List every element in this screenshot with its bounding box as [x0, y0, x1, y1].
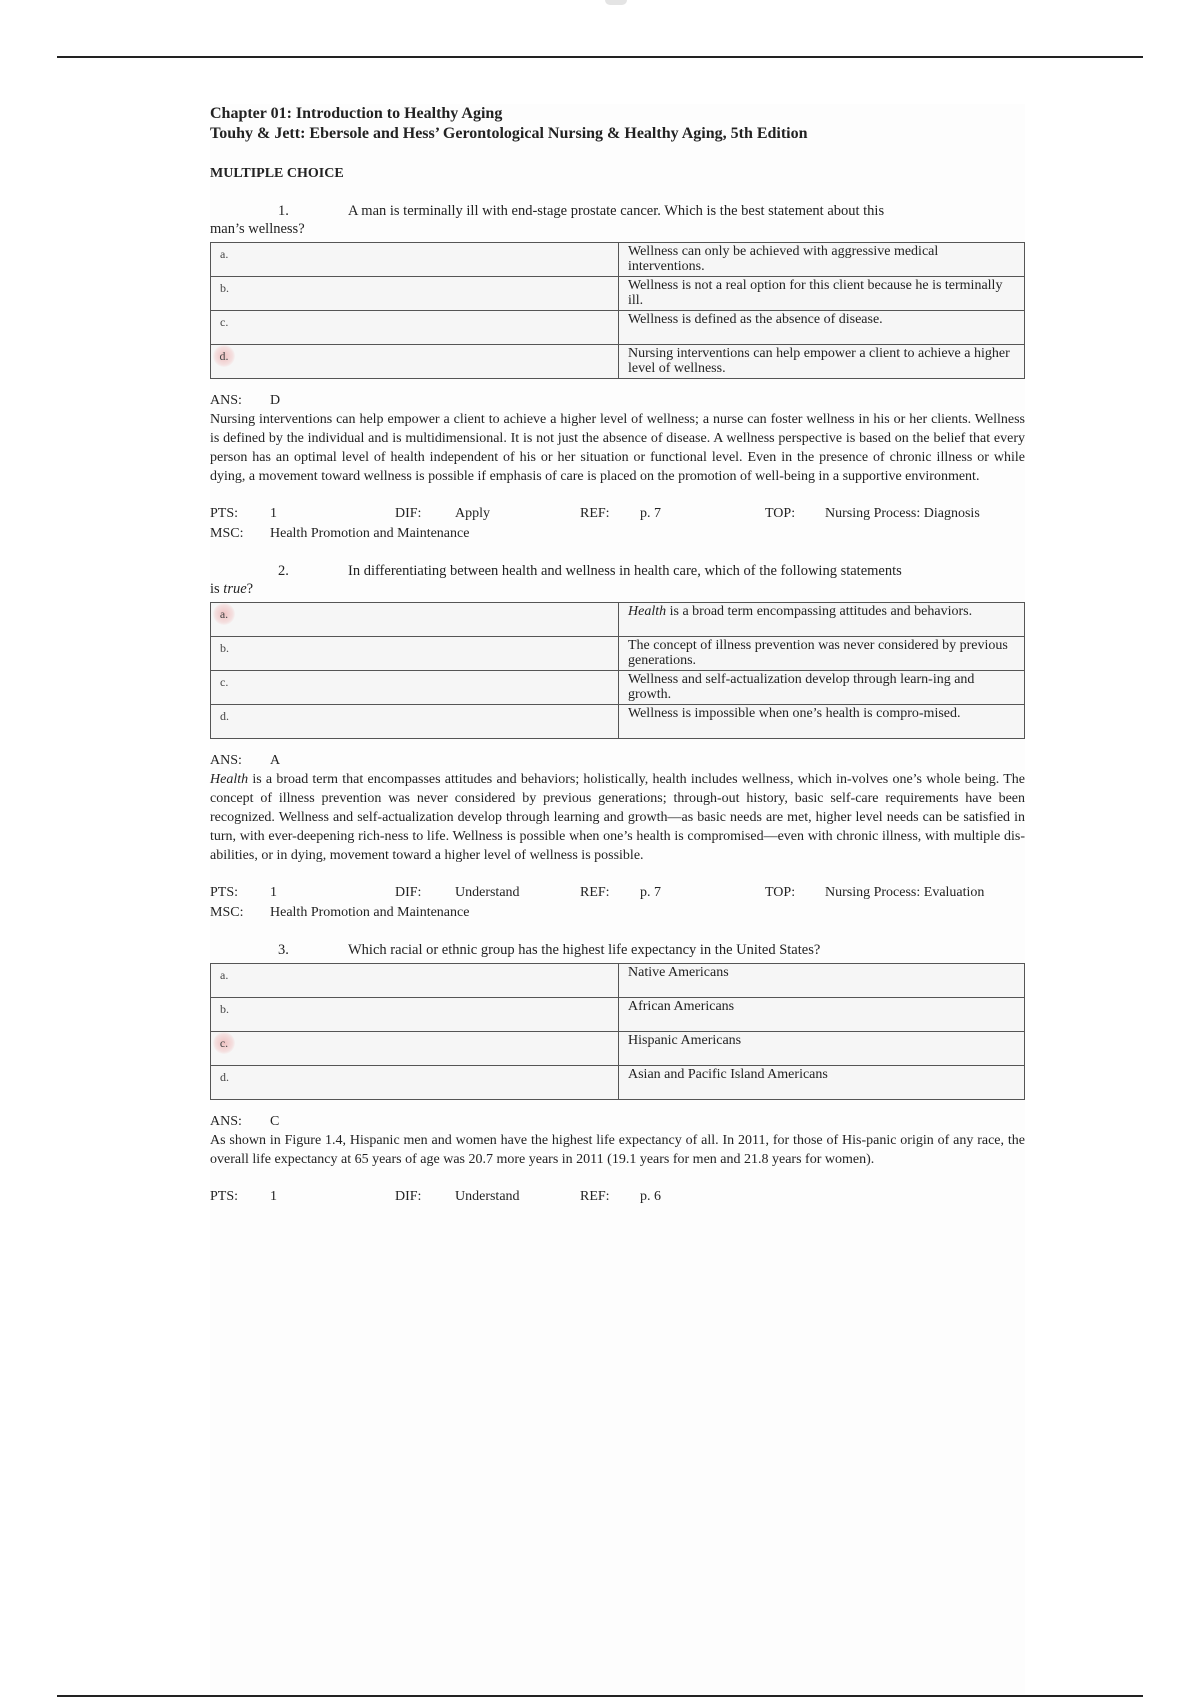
- option-letter: c.: [211, 671, 619, 705]
- dif-value: Apply: [455, 506, 490, 521]
- option-row[interactable]: [211, 243, 1025, 277]
- rationale-text: is a broad term that encompasses attitudes and behaviors; holistically, health includes wellness, which in-volves one’s whole being. The concept of illness prevention was never considered by previous generations; through-out history, basic self-care requirements have been recognized. Wellness and self-actualization develop through learning and growth—as basic needs are met, higher level needs can be satisfied in turn, with ever-deepening rich-ness to life. Wellness is possible when one’s health is compromised—even with chronic illness, with multiple dis-abilities, or in dying, movement toward a higher level of wellness is possible.: [210, 772, 1025, 863]
- ref-label: REF:: [580, 885, 610, 900]
- question-stem: [210, 562, 1025, 598]
- question-number: 3.: [278, 942, 289, 958]
- option-row[interactable]: [211, 671, 1025, 705]
- option-letter-correct: [211, 603, 619, 637]
- option-text: [619, 603, 1025, 637]
- book-title: Touhy & Jett: Ebersole and Hess’ Gerontological Nursing & Healthy Aging, 5th Edition: [210, 125, 808, 142]
- ref-label: REF:: [580, 506, 610, 521]
- answer-value: D: [270, 393, 281, 408]
- top-label: TOP:: [765, 506, 796, 521]
- option-row-correct[interactable]: [211, 603, 1025, 637]
- answer-highlight: d.: [213, 345, 235, 367]
- question-number: 1.: [278, 203, 289, 219]
- ref-label: REF:: [580, 1189, 610, 1204]
- option-text: Wellness is impossible when one’s health is compro-mised.: [619, 705, 1025, 739]
- ref-value: p. 7: [640, 506, 661, 521]
- question-stem: [210, 202, 1025, 238]
- answer-label: ANS:: [210, 753, 242, 768]
- options-table: [210, 602, 1025, 739]
- stem-text: Which racial or ethnic group has the highest life expectancy in the United States?: [348, 942, 821, 958]
- option-row[interactable]: [211, 637, 1025, 671]
- option-text: Hispanic Americans: [619, 1032, 1025, 1066]
- stem-text: A man is terminally ill with end-stage prostate cancer. Which is the best statement about this: [348, 203, 885, 219]
- answer-line: [210, 751, 1025, 770]
- question-2: [210, 562, 1025, 923]
- option-letter-correct: [211, 345, 619, 379]
- top-edge-mark: [605, 0, 627, 5]
- pts-value: 1: [270, 506, 277, 521]
- msc-line: [210, 903, 1025, 923]
- option-text: Wellness and self-actualization develop through learn-ing and growth.: [619, 671, 1025, 705]
- stem-text: In differentiating between health and wellness in health care, which of the following statements: [348, 563, 902, 579]
- dif-value: Understand: [455, 1189, 520, 1204]
- msc-label: MSC:: [210, 526, 244, 541]
- options-table: [210, 242, 1025, 379]
- dif-label: DIF:: [395, 885, 422, 900]
- answer-label: ANS:: [210, 1114, 242, 1129]
- question-number: 2.: [278, 563, 289, 579]
- options-table: [210, 963, 1025, 1100]
- option-text: Wellness is defined as the absence of disease.: [619, 311, 1025, 345]
- option-row[interactable]: [211, 277, 1025, 311]
- answer-line: [210, 1112, 1025, 1131]
- metadata-line: [210, 1187, 1025, 1207]
- bottom-rule: [57, 1695, 1143, 1697]
- option-letter: a.: [211, 964, 619, 998]
- question-1: [210, 202, 1025, 544]
- stem-cont-pre: is: [210, 581, 224, 597]
- chapter-title: Chapter 01: Introduction to Healthy Aging: [210, 105, 503, 122]
- pts-value: 1: [270, 1189, 277, 1204]
- pts-label: PTS:: [210, 1189, 239, 1204]
- option-row-correct[interactable]: [211, 1032, 1025, 1066]
- option-letter: c.: [211, 311, 619, 345]
- section-title: MULTIPLE CHOICE: [210, 166, 344, 181]
- option-text: Wellness can only be achieved with aggressive medical interventions.: [619, 243, 1025, 277]
- option-row[interactable]: [211, 1066, 1025, 1100]
- dif-label: DIF:: [395, 1189, 422, 1204]
- answer-value: C: [270, 1114, 280, 1129]
- option-letter-correct: [211, 1032, 619, 1066]
- option-row[interactable]: [211, 311, 1025, 345]
- answer-highlight: c.: [213, 1032, 235, 1054]
- document-page: [210, 104, 1025, 1694]
- option-text-emphasis: Health: [628, 604, 667, 619]
- msc-line: [210, 524, 1025, 544]
- option-row[interactable]: [211, 998, 1025, 1032]
- option-text: The concept of illness prevention was never considered by previous generations.: [619, 637, 1025, 671]
- top-value: Nursing Process: Evaluation: [825, 885, 985, 900]
- stem-cont-emphasis: true: [223, 581, 247, 597]
- rationale: [210, 770, 1025, 865]
- option-text: African Americans: [619, 998, 1025, 1032]
- rationale-emphasis: Health: [210, 772, 249, 787]
- rationale: As shown in Figure 1.4, Hispanic men and women have the highest life expectancy of all. In 2011, for those of His-panic origin of any race, the overall life expectancy at 65 years of age was 20.7 more years in 2011 (19.1 years for men and 21.8 years for women).: [210, 1133, 1025, 1167]
- question-stem: [210, 941, 1025, 959]
- pts-value: 1: [270, 885, 277, 900]
- msc-value: Health Promotion and Maintenance: [270, 526, 470, 541]
- option-letter: d.: [211, 1066, 619, 1100]
- metadata-line: [210, 504, 1025, 524]
- dif-label: DIF:: [395, 506, 422, 521]
- answer-label: ANS:: [210, 393, 242, 408]
- answer-highlight: a.: [213, 603, 235, 625]
- metadata-line: [210, 883, 1025, 903]
- top-value: Nursing Process: Diagnosis: [825, 506, 980, 521]
- question-3: [210, 941, 1025, 1207]
- option-letter: a.: [211, 243, 619, 277]
- stem-continuation: [210, 580, 1025, 598]
- pts-label: PTS:: [210, 885, 239, 900]
- option-row-correct[interactable]: [211, 345, 1025, 379]
- answer-line: [210, 391, 1025, 410]
- ref-value: p. 7: [640, 885, 661, 900]
- pts-label: PTS:: [210, 506, 239, 521]
- option-text: Nursing interventions can help empower a client to achieve a higher level of wellness.: [619, 345, 1025, 379]
- stem-cont-post: ?: [246, 581, 254, 597]
- top-label: TOP:: [765, 885, 796, 900]
- option-row[interactable]: [211, 964, 1025, 998]
- option-letter: d.: [211, 705, 619, 739]
- option-letter: b.: [211, 277, 619, 311]
- dif-value: Understand: [455, 885, 520, 900]
- page-content: [210, 104, 1025, 1207]
- answer-value: A: [270, 753, 281, 768]
- rationale: Nursing interventions can help empower a client to achieve a higher level of wellness; a nurse can foster wellness in his or her clients. Wellness is defined by the individual and is multidimensional. It is not just the absence of disease. A wellness perspective is based on the belief that every person has an optimal level of health independent of his or her situation or functional level. Even in the presence of chronic illness or while dying, a movement toward wellness is possible if emphasis of care is placed on the promotion of well-being in a supportive environment.: [210, 412, 1025, 484]
- option-letter: b.: [211, 998, 619, 1032]
- option-text: Asian and Pacific Island Americans: [619, 1066, 1025, 1100]
- top-rule: [57, 56, 1143, 58]
- option-text: Wellness is not a real option for this client because he is terminally ill.: [619, 277, 1025, 311]
- stem-continuation: man’s wellness?: [210, 221, 305, 237]
- option-letter: b.: [211, 637, 619, 671]
- msc-value: Health Promotion and Maintenance: [270, 905, 470, 920]
- msc-label: MSC:: [210, 905, 244, 920]
- option-text-rest: is a broad term encompassing attitudes and behaviors.: [666, 604, 973, 619]
- option-row[interactable]: [211, 705, 1025, 739]
- option-text: Native Americans: [619, 964, 1025, 998]
- ref-value: p. 6: [640, 1189, 661, 1204]
